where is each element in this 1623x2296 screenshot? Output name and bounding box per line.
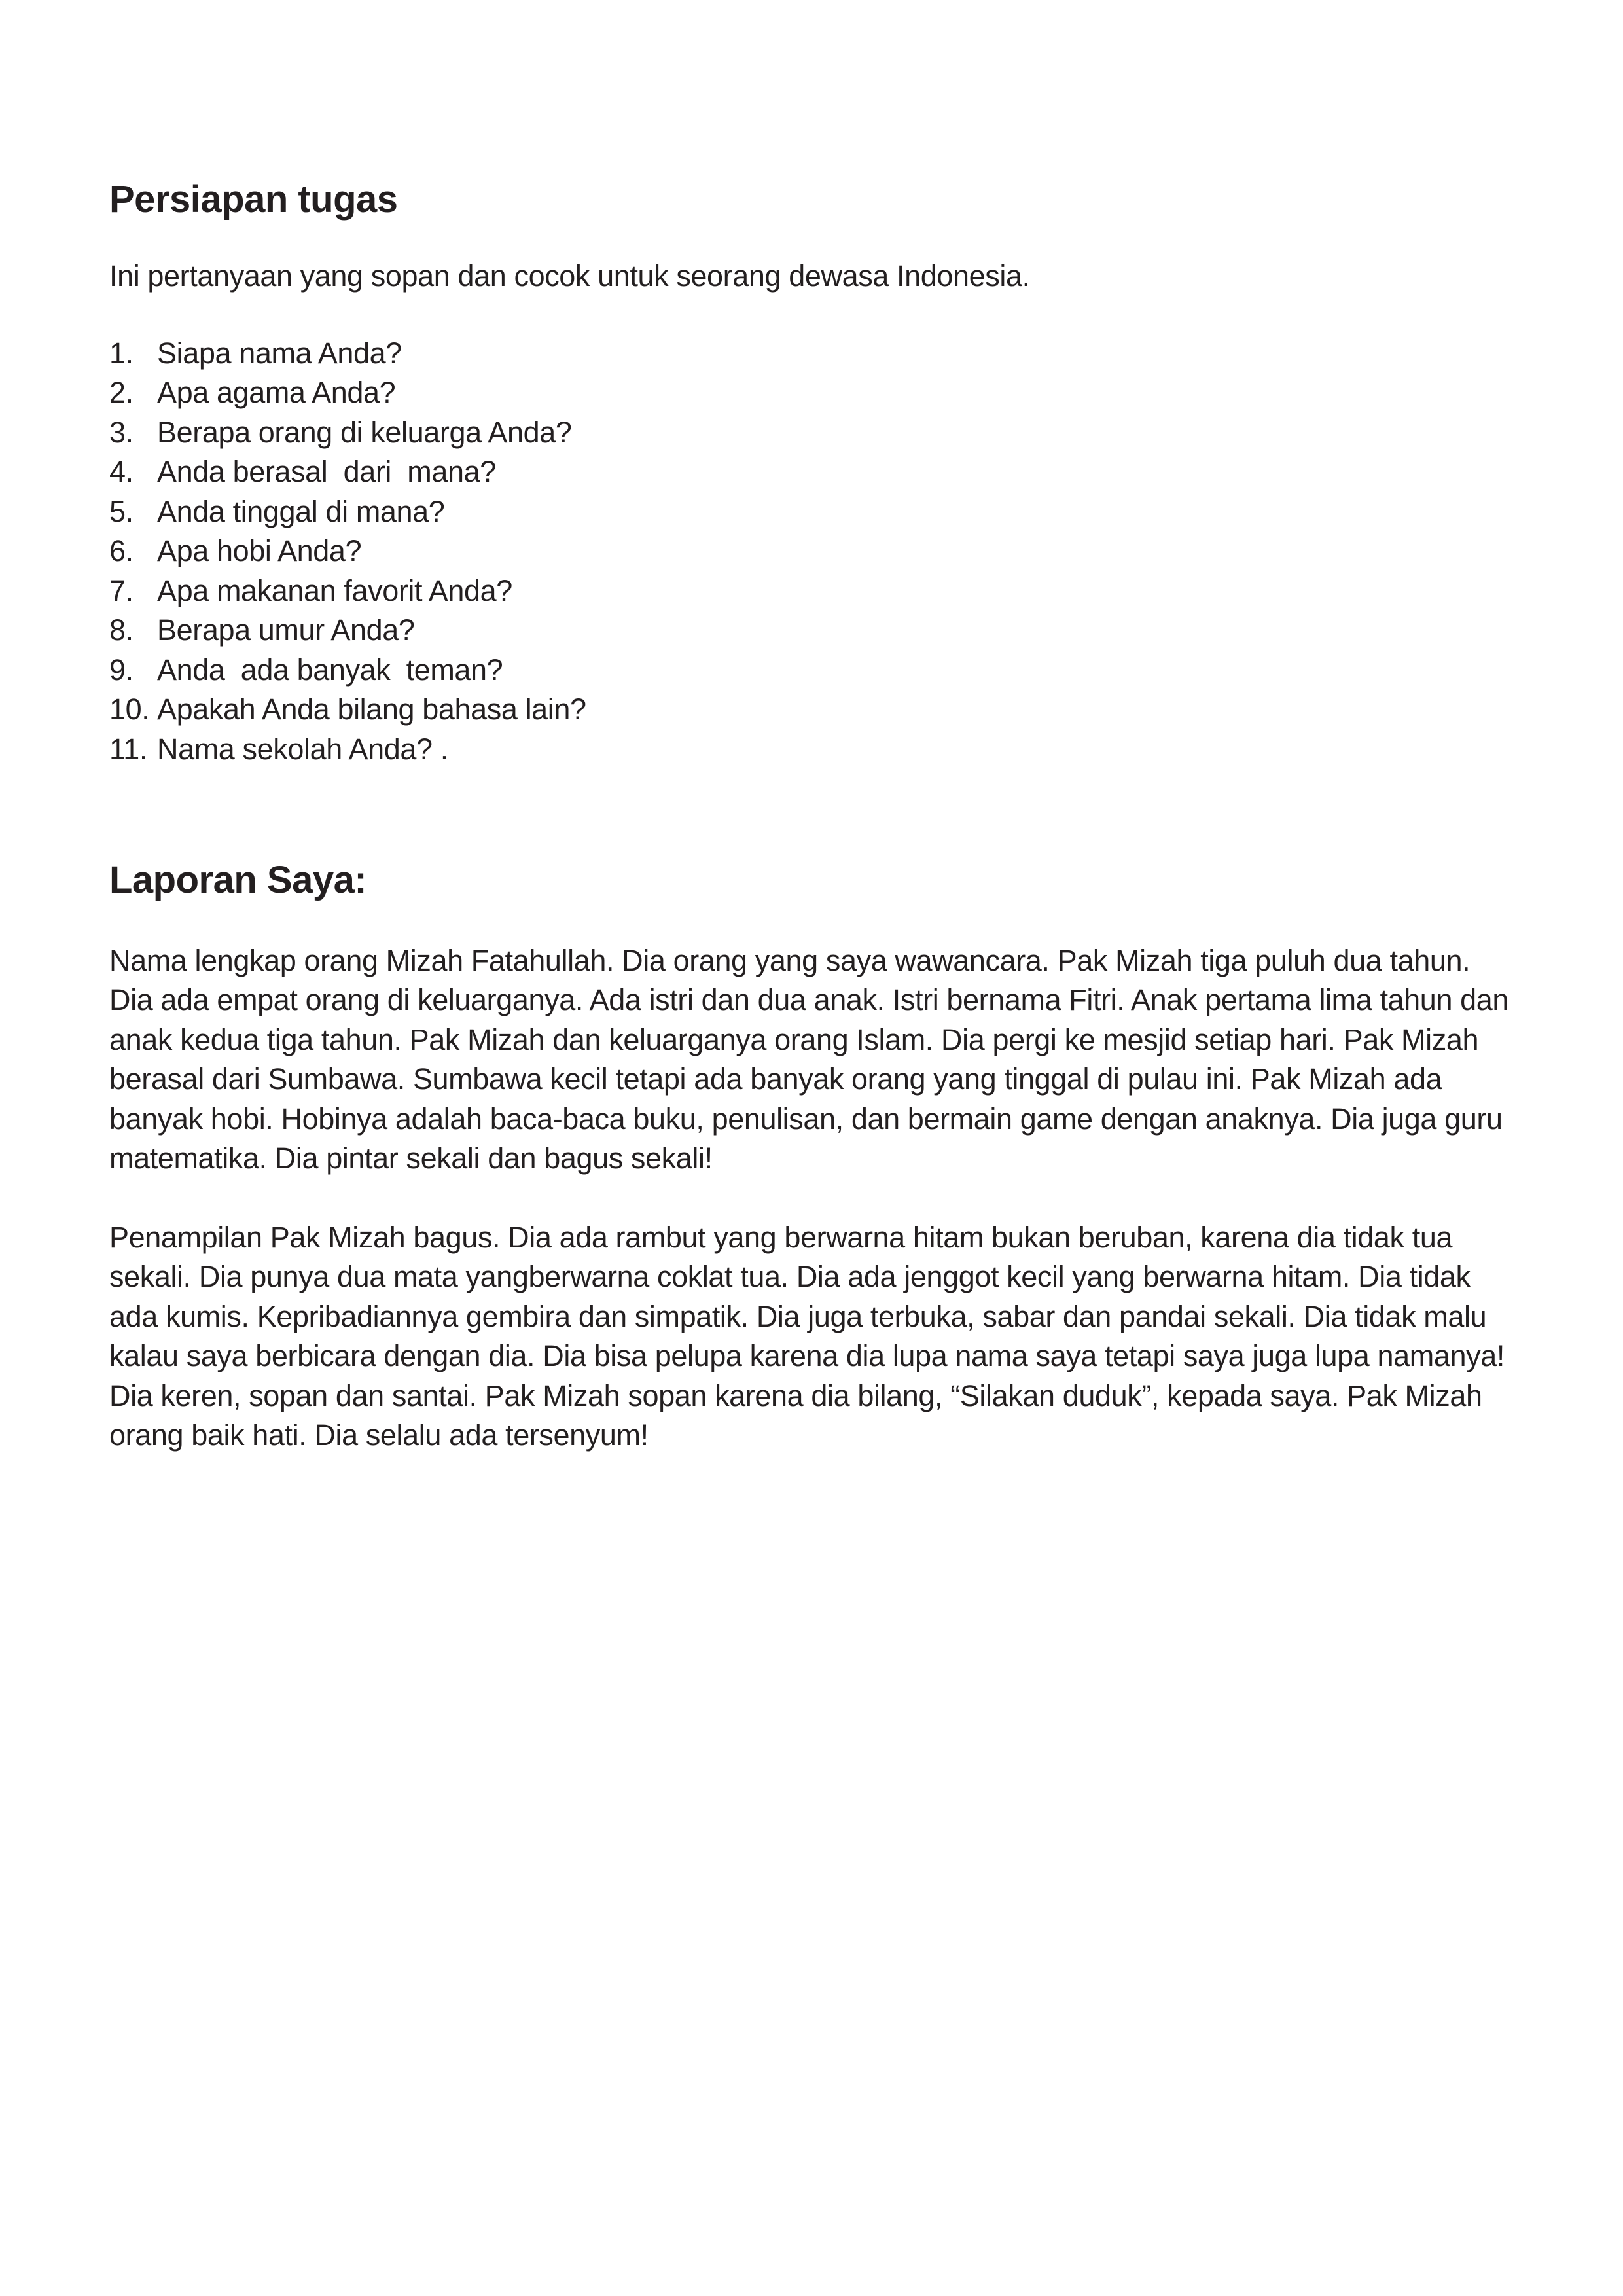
document-page — [109, 177, 1516, 1456]
question-number: 2. — [109, 376, 134, 410]
question-text: Anda berasal dari mana? — [157, 455, 496, 489]
question-item — [109, 492, 1516, 532]
question-item — [109, 730, 1516, 770]
section-heading: Persiapan tugas — [109, 178, 398, 221]
question-list — [109, 334, 1516, 770]
question-text: Apa makanan favorit Anda? — [157, 573, 512, 607]
question-item — [109, 651, 1516, 691]
question-text: Apa hobi Anda? — [157, 534, 362, 568]
question-number: 11. — [109, 732, 148, 766]
question-item — [109, 334, 1516, 374]
question-item — [109, 531, 1516, 571]
question-number: 4. — [109, 455, 134, 489]
question-text: Berapa umur Anda? — [157, 613, 415, 647]
question-text: Apa agama Anda? — [157, 376, 396, 410]
question-text: Anda ada banyak teman? — [157, 653, 503, 687]
question-text: Siapa nama Anda? — [157, 336, 402, 370]
question-item — [109, 373, 1516, 413]
section-laporan-saya — [109, 857, 1516, 1456]
question-number: 6. — [109, 534, 134, 568]
question-number: 9. — [109, 653, 134, 687]
question-item — [109, 571, 1516, 611]
question-number: 7. — [109, 573, 134, 607]
section-heading: Laporan Saya: — [109, 859, 367, 902]
question-text: Apakah Anda bilang bahasa lain? — [157, 692, 586, 726]
question-number: 8. — [109, 613, 134, 647]
report-paragraph: Penampilan Pak Mizah bagus. Dia ada rambut yang berwarna hitam bukan beruban, karena dia tidak tua sekali. Dia punya dua mata yangberwarna coklat tua. Dia ada jenggot kecil yang berwarna hitam. Dia tidak ada kumis. Kepribadiannya gembira dan simpatik. Dia juga terbuka, sabar dan pandai sekali. Dia tidak malu kalau saya berbicara dengan dia. Dia bisa pelupa karena dia lupa nama saya tetapi saya juga lupa namanya! Dia keren, sopan dan santai. Pak Mizah sopan karena dia bilang, “Silakan duduk”, kepada saya. Pak Mizah orang baik hati. Dia selalu ada tersenyum! — [109, 1220, 1505, 1452]
question-item — [109, 690, 1516, 730]
section-persiapan-tugas — [109, 177, 1516, 769]
question-item — [109, 611, 1516, 651]
question-number: 3. — [109, 415, 134, 449]
intro-paragraph: Ini pertanyaan yang sopan dan cocok untuk seorang dewasa Indonesia. — [109, 259, 1030, 293]
question-text: Anda tinggal di mana? — [157, 494, 445, 528]
question-item — [109, 452, 1516, 492]
question-text: Berapa orang di keluarga Anda? — [157, 415, 572, 449]
question-number: 1. — [109, 336, 134, 370]
report-paragraph: Nama lengkap orang Mizah Fatahullah. Dia orang yang saya wawancara. Pak Mizah tiga puluh dua tahun. Dia ada empat orang di keluarganya. Ada istri dan dua anak. Istri bernama Fitri. Anak pertama lima tahun dan anak kedua tiga tahun. Pak Mizah dan keluarganya orang Islam. Dia pergi ke mesjid setiap hari. Pak Mizah berasal dari Sumbawa. Sumbawa kecil tetapi ada banyak orang yang tinggal di pulau ini. Pak Mizah ada banyak hobi. Hobinya adalah baca-baca buku, penulisan, dan bermain game dengan anaknya. Dia juga guru matematika. Dia pintar sekali dan bagus sekali! — [109, 943, 1509, 1175]
question-text: Nama sekolah Anda? . — [157, 732, 448, 766]
question-item — [109, 413, 1516, 453]
question-number: 10. — [109, 692, 150, 726]
question-number: 5. — [109, 494, 134, 528]
